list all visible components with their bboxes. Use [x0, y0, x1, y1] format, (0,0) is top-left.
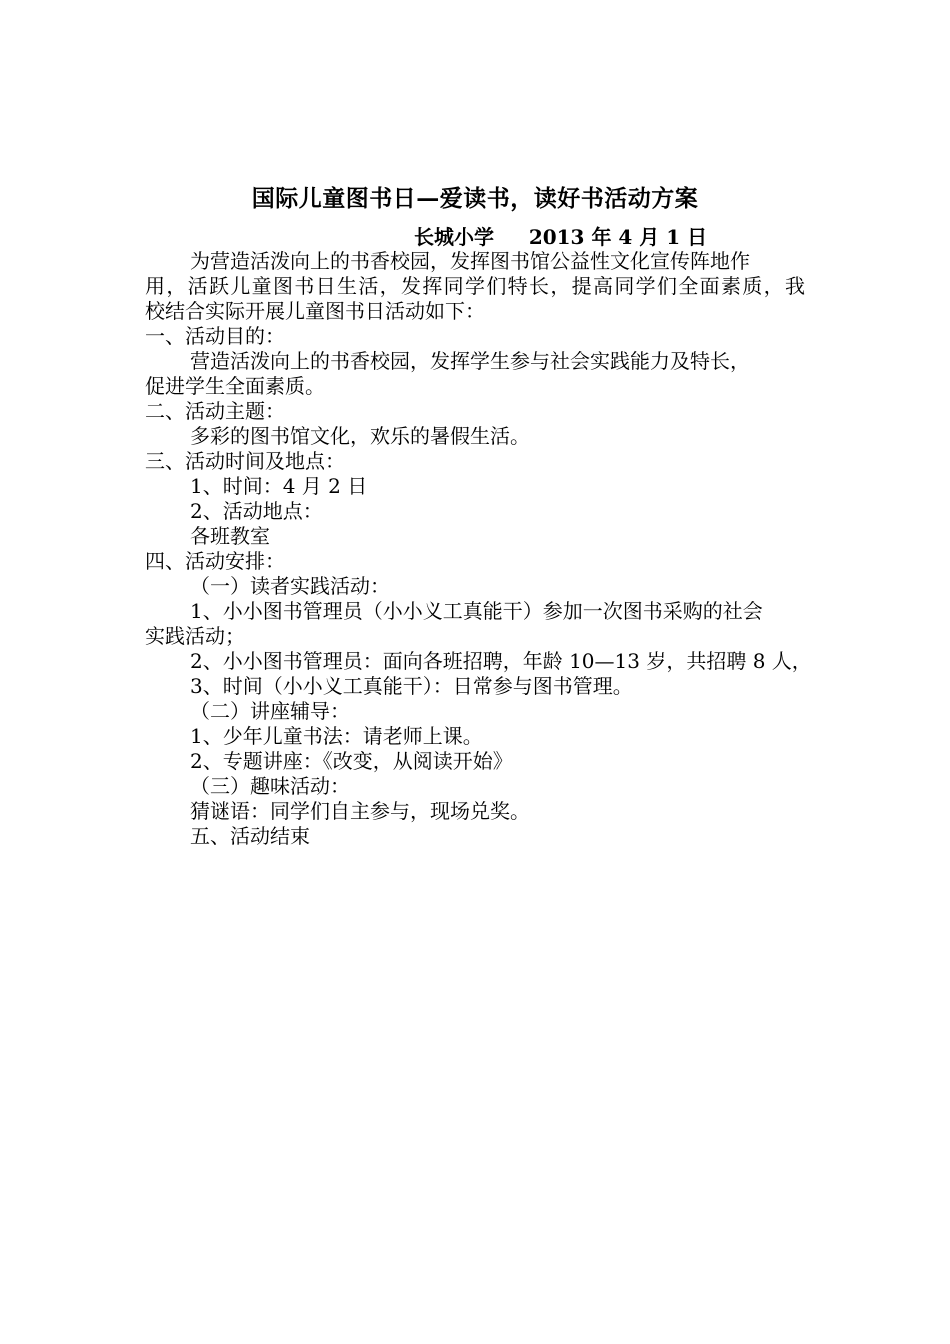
body-line: 营造活泼向上的书香校园，发挥学生参与社会实践能力及特长，	[190, 349, 750, 373]
body-line: 为营造活泼向上的书香校园，发挥图书馆公益性文化宣传阵地作	[190, 249, 750, 273]
section-heading: 一、活动目的：	[145, 324, 285, 348]
section-heading: 五、活动结束	[190, 824, 310, 848]
document-byline: 长城小学 2013 年 4 月 1 日	[414, 225, 708, 249]
document-title: 国际儿童图书日—爱读书，读好书活动方案	[251, 185, 699, 212]
body-line: 1、时间：4 月 2 日	[190, 474, 368, 498]
body-line: 1、小小图书管理员（小小义工真能干）参加一次图书采购的社会	[190, 599, 763, 623]
section-heading: 二、活动主题：	[145, 399, 285, 423]
subsection-heading: （一）读者实践活动：	[190, 574, 390, 598]
body-line: 多彩的图书馆文化，欢乐的暑假生活。	[190, 424, 530, 448]
subsection-heading: （二）讲座辅导：	[190, 699, 350, 723]
body-line: 校结合实际开展儿童图书日活动如下：	[145, 299, 485, 323]
section-heading: 三、活动时间及地点：	[145, 449, 345, 473]
body-line: 各班教室	[190, 524, 270, 548]
section-heading: 四、活动安排：	[145, 549, 285, 573]
body-line: 促进学生全面素质。	[145, 374, 325, 398]
body-line: 1、少年儿童书法：请老师上课。	[190, 724, 483, 748]
subsection-heading: （三）趣味活动：	[190, 774, 350, 798]
body-line: 3、时间（小小义工真能干）：日常参与图书管理。	[190, 674, 633, 698]
body-line: 2、小小图书管理员：面向各班招聘，年龄 10—13 岁，共招聘 8 人，	[190, 649, 812, 673]
body-line: 2、专题讲座：《改变，从阅读开始》	[190, 749, 513, 773]
body-line: 2、活动地点：	[190, 499, 323, 523]
body-line: 用，活跃儿童图书日生活，发挥同学们特长，提高同学们全面素质，我	[145, 274, 805, 298]
body-line: 实践活动；	[145, 624, 245, 648]
body-line: 猜谜语：同学们自主参与，现场兑奖。	[190, 799, 530, 823]
